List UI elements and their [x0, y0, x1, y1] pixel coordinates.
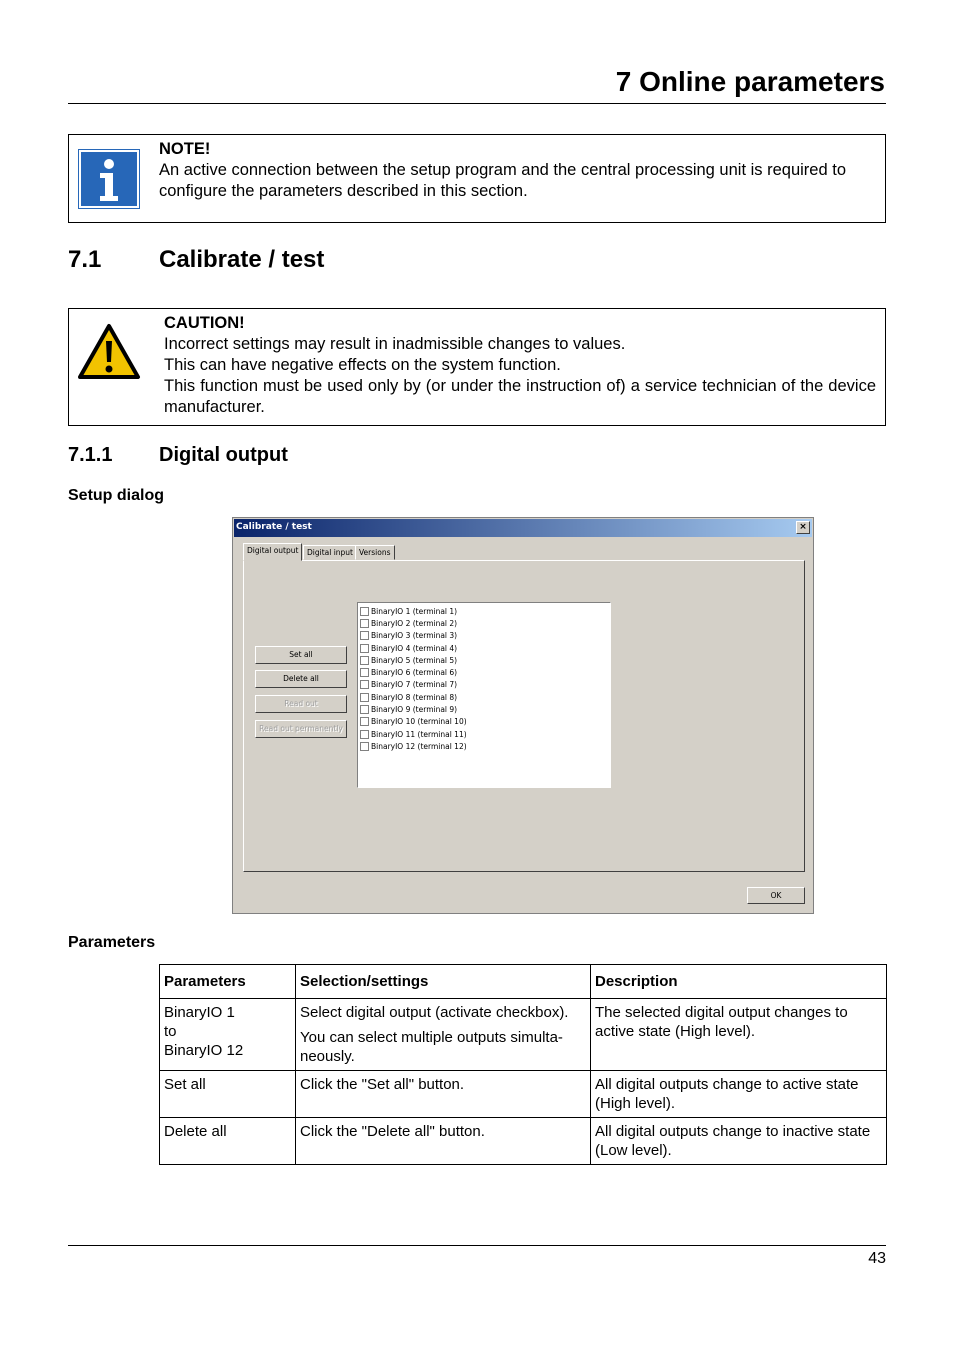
- table-cell: All digital outputs change to active state (High level).: [591, 1071, 887, 1118]
- checkbox[interactable]: [360, 619, 369, 628]
- list-item[interactable]: [360, 642, 610, 654]
- section-title: Calibrate / test: [159, 246, 325, 273]
- list-item-label: BinaryIO 1 (terminal 1): [371, 606, 458, 616]
- table-cell: All digital outputs change to inactive state (Low level).: [591, 1118, 887, 1165]
- table-row: [160, 999, 887, 1071]
- caution-box: [68, 308, 886, 426]
- checkbox[interactable]: [360, 644, 369, 653]
- cell-text: to: [164, 1023, 177, 1040]
- set-all-button[interactable]: Set all: [255, 646, 347, 664]
- cell-text: Select digital output (activate checkbox).: [300, 1004, 569, 1021]
- list-item[interactable]: [360, 703, 610, 715]
- footer-rule: [68, 1245, 886, 1246]
- list-item-label: BinaryIO 9 (terminal 9): [371, 705, 458, 715]
- column-header: Parameters: [160, 965, 296, 999]
- column-header: Selection/settings: [296, 965, 591, 999]
- note-heading: NOTE!: [159, 140, 211, 158]
- table-cell: [296, 999, 591, 1071]
- chapter-title: 7 Online parameters: [615, 66, 885, 97]
- checkbox[interactable]: [360, 730, 369, 739]
- list-item-label: BinaryIO 7 (terminal 7): [371, 680, 458, 690]
- list-item[interactable]: [360, 691, 610, 703]
- tab-versions[interactable]: Versions: [355, 545, 395, 560]
- cell-text: BinaryIO 1: [164, 1004, 235, 1021]
- list-item-label: BinaryIO 4 (terminal 4): [371, 643, 458, 653]
- column-header: Description: [591, 965, 887, 999]
- table-cell: Click the "Set all" button.: [296, 1071, 591, 1118]
- checkbox[interactable]: [360, 607, 369, 616]
- caution-line-1: Incorrect settings may result in inadmissible changes to values.: [164, 335, 626, 353]
- list-item-label: BinaryIO 12 (terminal 12): [371, 741, 467, 751]
- subsection-number: 7.1.1: [68, 444, 113, 466]
- table-header-row: [160, 965, 887, 999]
- list-item[interactable]: [360, 617, 610, 629]
- header-rule: [68, 103, 886, 104]
- subsection-title: Digital output: [159, 444, 288, 466]
- checkbox[interactable]: [360, 680, 369, 689]
- checkbox[interactable]: [360, 717, 369, 726]
- table-cell: Delete all: [160, 1118, 296, 1165]
- setup-dialog-label: Setup dialog: [68, 487, 164, 504]
- binaryio-listbox[interactable]: [357, 602, 611, 788]
- note-text: An active connection between the setup program and the central processing unit is required to configure the parameters described in this section.: [159, 161, 846, 200]
- tab-digital-output[interactable]: Digital output: [243, 543, 302, 561]
- list-item-label: BinaryIO 8 (terminal 8): [371, 692, 458, 702]
- dialog-title-bar: [234, 519, 812, 537]
- list-item[interactable]: [360, 716, 610, 728]
- section-number: 7.1: [68, 246, 102, 273]
- list-item[interactable]: [360, 605, 610, 617]
- note-box: [68, 134, 886, 223]
- checkbox[interactable]: [360, 668, 369, 677]
- list-item[interactable]: [360, 728, 610, 740]
- ok-button[interactable]: OK: [747, 887, 805, 904]
- checkbox[interactable]: [360, 631, 369, 640]
- parameters-label: Parameters: [68, 934, 156, 951]
- tab-digital-input[interactable]: Digital input: [303, 545, 357, 560]
- table-cell: Set all: [160, 1071, 296, 1118]
- table-row: [160, 1071, 887, 1118]
- close-icon[interactable]: ×: [796, 521, 810, 534]
- list-item[interactable]: [360, 679, 610, 691]
- list-item[interactable]: [360, 654, 610, 666]
- list-item-label: BinaryIO 5 (terminal 5): [371, 655, 458, 665]
- table-cell: The selected digital output changes to active state (High level).: [591, 999, 887, 1071]
- table-row: [160, 1118, 887, 1165]
- parameters-table: [159, 964, 887, 1165]
- checkbox[interactable]: [360, 742, 369, 751]
- checkbox[interactable]: [360, 705, 369, 714]
- table-cell: Click the "Delete all" button.: [296, 1118, 591, 1165]
- checkbox[interactable]: [360, 656, 369, 665]
- checkbox[interactable]: [360, 693, 369, 702]
- warning-triangle-icon: [77, 323, 141, 386]
- digital-output-panel: [243, 560, 805, 872]
- page-number: 43: [868, 1250, 886, 1267]
- list-item[interactable]: [360, 630, 610, 642]
- info-icon: [79, 150, 139, 208]
- list-item[interactable]: [360, 666, 610, 678]
- subsection-heading: [68, 444, 288, 467]
- caution-line-3: This function must be used only by (or under the instruction of) a service technician of the device manufacturer.: [164, 377, 876, 416]
- delete-all-button[interactable]: Delete all: [255, 670, 347, 688]
- list-item-label: BinaryIO 3 (terminal 3): [371, 631, 458, 641]
- section-heading: [68, 246, 324, 274]
- calibrate-test-dialog: [232, 517, 814, 914]
- read-out-permanently-button[interactable]: Read out permanently: [255, 720, 347, 738]
- table-cell: [160, 999, 296, 1071]
- cell-text: You can select multiple outputs simulta-neously.: [300, 1029, 563, 1065]
- list-item[interactable]: [360, 740, 610, 752]
- cell-text: BinaryIO 12: [164, 1042, 244, 1059]
- list-item-label: BinaryIO 10 (terminal 10): [371, 717, 467, 727]
- caution-heading: CAUTION!: [164, 314, 245, 332]
- caution-line-2: This can have negative effects on the system function.: [164, 356, 561, 374]
- list-item-label: BinaryIO 2 (terminal 2): [371, 618, 458, 628]
- list-item-label: BinaryIO 11 (terminal 11): [371, 729, 467, 739]
- read-out-button[interactable]: Read out: [255, 695, 347, 713]
- list-item-label: BinaryIO 6 (terminal 6): [371, 668, 458, 678]
- dialog-title: Calibrate / test: [236, 522, 312, 532]
